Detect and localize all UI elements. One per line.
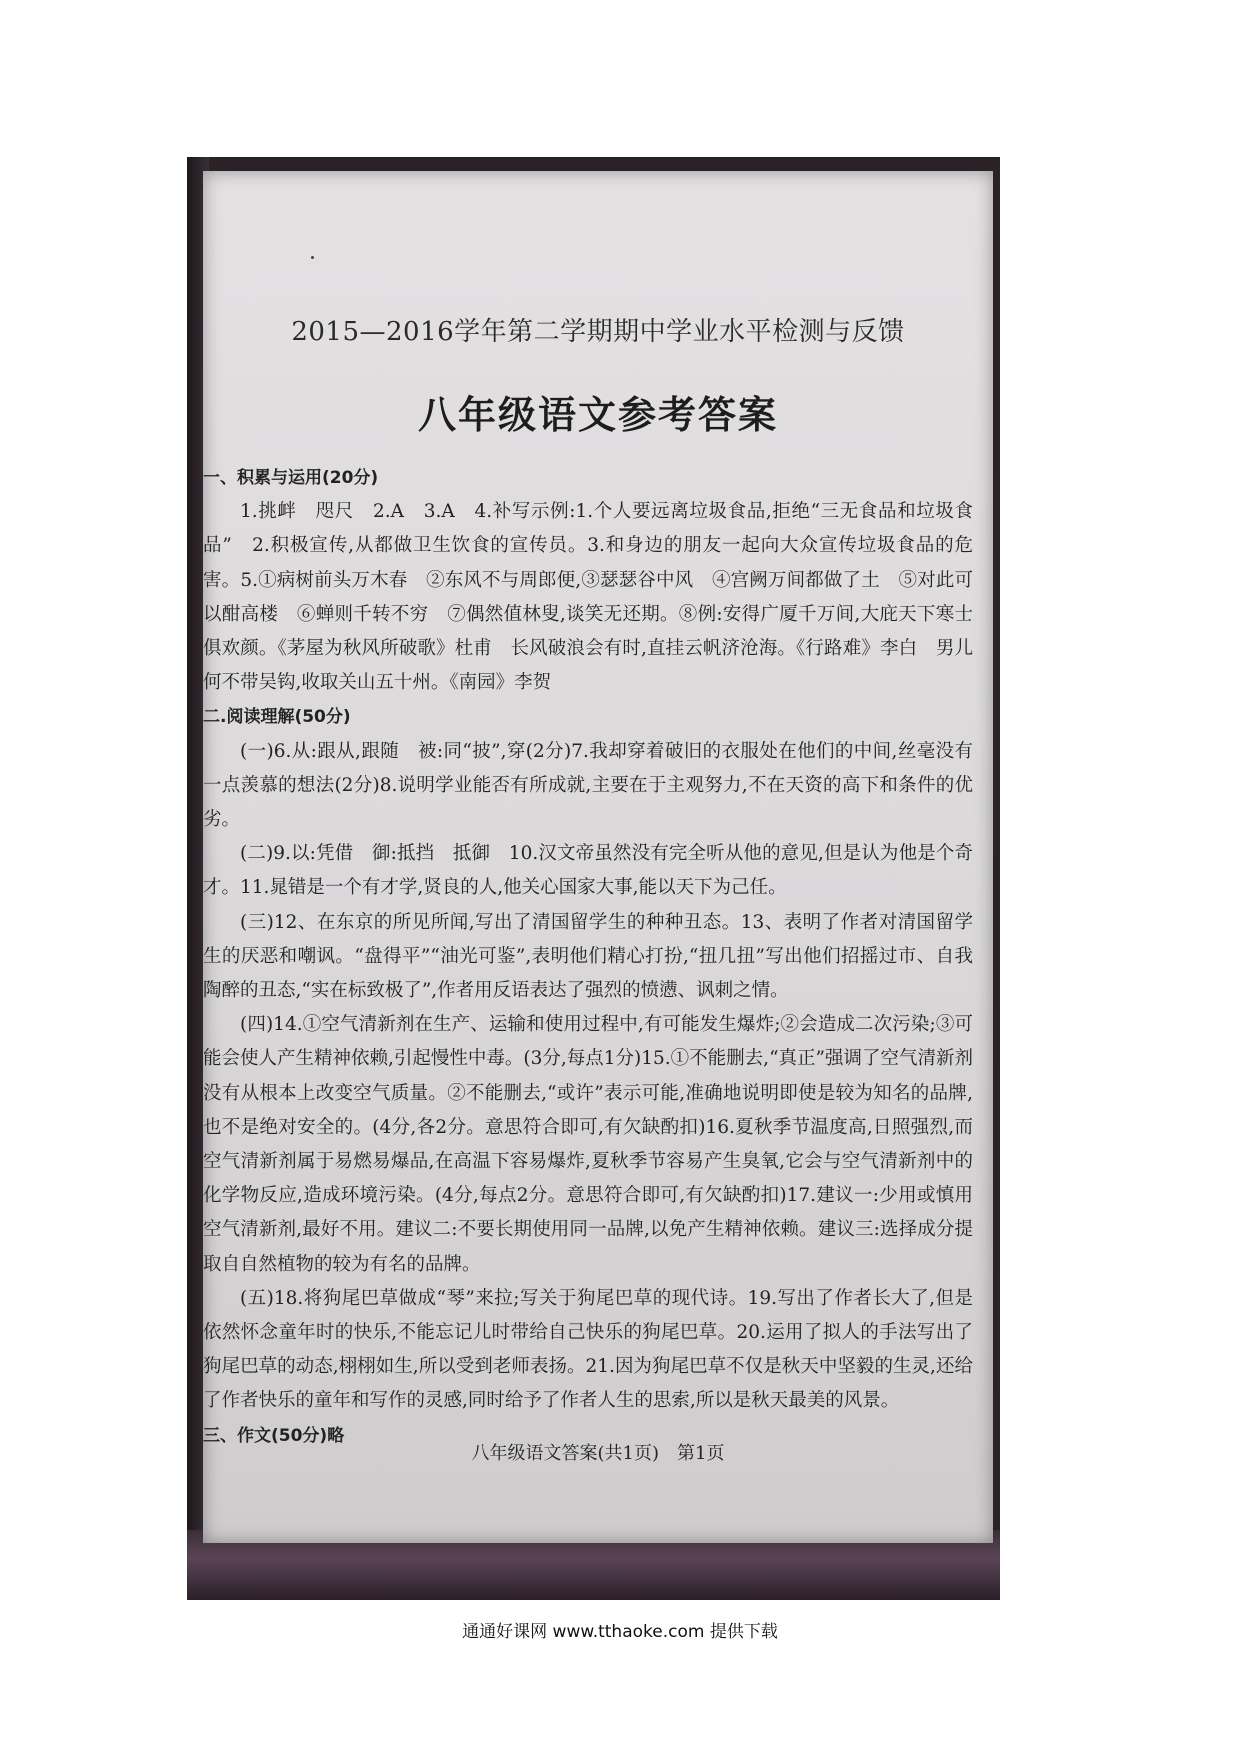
reading-answers-part-1: (一)6.从:跟从,跟随 被:同“披”,穿(2分)7.我却穿着破旧的衣服处在他们的中间,丝毫没有一点羡慕的想法(2分)8.说明学业能否有所成就,主要在于主观努力,不在天资的高下和条件的优劣。 [203, 740, 973, 831]
paper-speck [311, 256, 314, 259]
accumulation-answers: 1.挑衅 咫尺 2.A 3.A 4.补写示例:1.个人要远离垃圾食品,拒绝“三无食品和垃圾食品” 2.积极宣传,从都做卫生饮食的宣传员。3.和身边的朋友一起向大众宣传垃圾食品的危害。5.①病树前头万木春 ②东风不与周郎便,③瑟瑟谷中风 ④宫阙万间都做了土 ⑤对此可以酣高楼 ⑥蝉则千转不穷 ⑦偶然值林叟,谈笑无还期。⑧例:安得广厦千万间,大庇天下寒士俱欢颜。《茅屋为秋风所破歌》杜甫 长风破浪会有时,直挂云帆济沧海。《行路难》李白 男儿何不带吴钩,收取关山五十州。《南园》李贺 [203, 501, 973, 694]
reading-answers-part-2: (二)9.以:凭借 御:抵挡 抵御 10.汉文帝虽然没有完全听从他的意见,但是认为他是个奇才。11.晁错是一个有才学,贤良的人,他关心国家大事,能以天下为己任。 [203, 843, 973, 899]
scanned-photo [187, 157, 1000, 1600]
section-heading-accumulation: 一、积累与运用(20分) [203, 468, 379, 488]
answer-sheet-paper [203, 171, 993, 1543]
download-credit: 通通好课网 www.tthaoke.com 提供下载 [462, 1622, 778, 1642]
document-subtitle: 八年级语文参考答案 [417, 393, 778, 437]
page-footer: 八年级语文答案(共1页) 第1页 [471, 1443, 725, 1464]
section-heading-composition: 三、作文(50分)略 [203, 1425, 345, 1446]
reading-answers-part-4: (四)14.①空气清新剂在生产、运输和使用过程中,有可能发生爆炸;②会造成二次污染;③可能会使人产生精神依赖,引起慢性中毒。(3分,每点1分)15.①不能删去,“真正”强调了空气清新剂没有从根本上改变空气质量。②不能删去,“或许”表示可能,准确地说明即使是较为知名的品牌,也不是绝对安全的。(4分,各2分。意思符合即可,有欠缺酌扣)16.夏秋季节温度高,日照强烈,而空气清新剂属于易燃易爆品,在高温下容易爆炸,夏秋季节容易产生臭氧,它会与空气清新剂中的化学物反应,造成环境污染。(4分,每点2分。意思符合即可,有欠缺酌扣)17.建议一:少用或慎用空气清新剂,最好不用。建议二:不要长期使用同一品牌,以免产生精神依赖。建议三:选择成分提取自自然植物的较为有名的品牌。 [203, 1014, 973, 1275]
reading-answers-part-3: (三)12、在东京的所见所闻,写出了清国留学生的种种丑态。13、表明了作者对清国留学生的厌恶和嘲讽。“盘得平”“油光可鉴”,表明他们精心打扮,“扭几扭”写出他们招摇过市、自我陶醉的丑态,“实在标致极了”,作者用反语表达了强烈的愤懑、讽刺之情。 [203, 911, 973, 1002]
reading-answers-part-5: (五)18.将狗尾巴草做成“琴”来拉;写关于狗尾巴草的现代诗。19.写出了作者长大了,但是依然怀念童年时的快乐,不能忘记儿时带给自己快乐的狗尾巴草。20.运用了拟人的手法写出了狗尾巴草的动态,栩栩如生,所以受到老师表扬。21.因为狗尾巴草不仅是秋天中坚毅的生灵,还给了作者快乐的童年和写作的灵感,同时给予了作者人生的思索,所以是秋天最美的风景。 [203, 1287, 973, 1412]
document-title: 2015—2016学年第二学期期中学业水平检测与反馈 [291, 317, 905, 347]
answer-body [203, 461, 973, 1453]
section-heading-reading: 二.阅读理解(50分) [203, 707, 351, 728]
